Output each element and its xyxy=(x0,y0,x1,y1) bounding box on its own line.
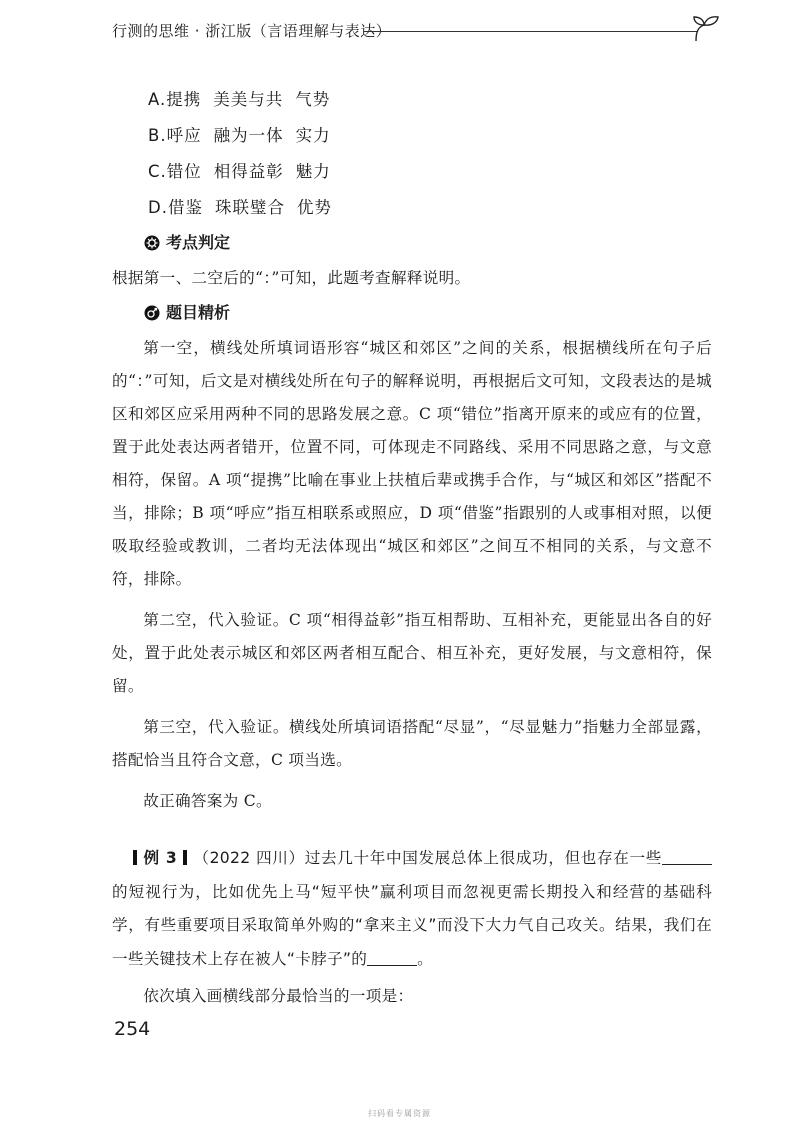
gear-bullet-icon xyxy=(144,235,160,251)
header-title: 行测的思维 · 浙江版（言语理解与表达） xyxy=(112,22,392,40)
page-number: 254 xyxy=(114,1018,151,1040)
example-label: 例 3 xyxy=(143,849,177,867)
judge-text: 根据第一、二空后的“：”可知，此题考查解释说明。 xyxy=(112,269,471,287)
option-word-1: 错位 xyxy=(166,162,202,181)
option-word-2: 珠联璧合 xyxy=(214,198,285,217)
option-word-2: 融为一体 xyxy=(213,126,284,145)
option-letter: A. xyxy=(148,90,167,109)
example-question xyxy=(112,842,712,976)
section-judge-heading xyxy=(112,226,712,260)
option-list xyxy=(112,82,712,226)
option-word-1: 提携 xyxy=(166,90,202,109)
option-word-2: 美美与共 xyxy=(213,90,284,109)
answer-blank-2 xyxy=(367,951,417,966)
answer-blank-1 xyxy=(662,850,712,865)
header-rule xyxy=(364,31,697,32)
option-a xyxy=(112,82,712,118)
example-text-c: 。 xyxy=(417,949,434,968)
example-bar-right xyxy=(183,850,187,865)
analysis-paragraph-2: 第二空，代入验证。C 项“相得益彰”指互相帮助、互相补充，更能显出各自的好处，置于此处表示城区和郊区两者相互配合、相互补充，更好发展，与文意相符，保留。 xyxy=(112,611,712,695)
section-judge-title: 考点判定 xyxy=(166,233,231,252)
analysis-paragraph-3: 第三空，代入验证。横线处所填词语搭配“尽显”，“尽显魅力”指魅力全部显露，搭配恰当且符合文意，C 项当选。 xyxy=(112,718,712,769)
example-prompt: 依次填入画横线部分最恰当的一项是： xyxy=(143,987,414,1005)
section-analysis-heading xyxy=(112,296,712,330)
target-bullet-icon xyxy=(144,305,160,321)
example-text-b: 的短视行为，比如优先上马“短平快”赢利项目而忽视更需长期投入和经营的基础科学，有些重要项目采取简单外购的“拿来主义”而没下大力气自己攻关。结果，我们在一些关键技术上存在被人“卡脖子”的 xyxy=(112,882,712,968)
option-letter: B. xyxy=(148,126,167,145)
analysis-paragraph-1: 第一空，横线处所填词语形容“城区和郊区”之间的关系，根据横线所在句子后的“：”可知，后文是对横线处所在句子的解释说明，再根据后文可知，文段表达的是城区和郊区应采用两种不同的思路发展之意。C 项“错位”指离开原来的或应有的位置，置于此处表达两者错开，位置不同，可体现走不同路线、采用不同思路之意，与文意相符，保留。A 项“提携”比喻在事业上扶植后辈或携手合作，与“城区和郊区”搭配不当，排除；B 项“呼应”指互相联系或照应，D 项“借鉴”指跟别的人或事相对照，以便吸取经验或教训，二者均无法体现出“城区和郊区”之间互不相同的关系，与文意不符，排除。 xyxy=(112,339,712,588)
footer-scan-text: 扫码看专属资源 xyxy=(368,1109,431,1118)
option-word-2: 相得益彰 xyxy=(213,162,284,181)
option-letter: C. xyxy=(148,162,167,181)
option-b xyxy=(112,118,712,154)
option-word-3: 魅力 xyxy=(295,162,331,181)
option-d xyxy=(112,190,712,226)
option-word-1: 呼应 xyxy=(166,126,202,145)
option-c xyxy=(112,154,712,190)
page-body xyxy=(112,82,712,1014)
example-text-a: 过去几十年中国发展总体上很成功，但也存在一些 xyxy=(304,849,662,867)
section-analysis-title: 题目精析 xyxy=(166,303,231,322)
option-word-3: 实力 xyxy=(295,126,331,145)
example-bar-left xyxy=(133,850,137,865)
option-word-1: 借鉴 xyxy=(167,198,203,217)
option-word-3: 气势 xyxy=(295,90,331,109)
example-source: （2022 四川） xyxy=(193,849,305,867)
option-word-3: 优势 xyxy=(296,198,332,217)
sprout-icon xyxy=(690,14,720,42)
option-letter: D. xyxy=(148,198,168,217)
running-header xyxy=(112,14,712,42)
analysis-answer: 故正确答案为 C。 xyxy=(143,792,272,810)
